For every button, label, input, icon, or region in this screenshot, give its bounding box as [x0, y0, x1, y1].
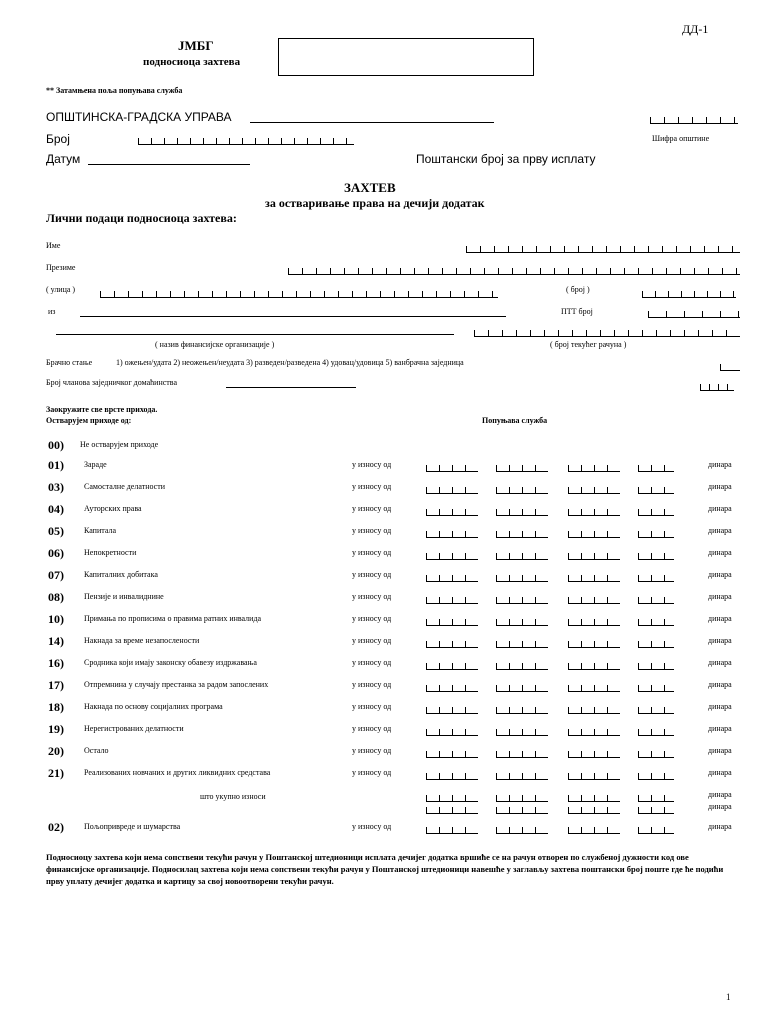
amount-boxes[interactable]: [496, 729, 548, 736]
currency-label: динара: [708, 724, 732, 733]
marital-label: Брачно стање: [46, 358, 93, 367]
income-code[interactable]: 21): [48, 766, 64, 780]
personal-heading: Лични подаци подносиоца захтева:: [46, 211, 237, 225]
amount-label: у износу од: [352, 680, 392, 689]
household-field[interactable]: [226, 387, 356, 388]
amount-label: у износу од: [352, 822, 392, 831]
income-code[interactable]: 06): [48, 546, 64, 560]
amount-label: у износу од: [352, 460, 392, 469]
income-label: Ауторских права: [84, 504, 142, 513]
city-field[interactable]: [80, 316, 506, 317]
bank-field[interactable]: [56, 334, 454, 335]
total-label: што укупно износи: [200, 792, 266, 801]
form-code: ДД-1: [682, 22, 709, 36]
amount-boxes[interactable]: [426, 553, 478, 560]
amount-boxes[interactable]: [426, 663, 478, 670]
amount-boxes[interactable]: [568, 553, 620, 560]
household-boxes[interactable]: [700, 384, 734, 391]
footer-note: Подносиоцу захтева који нема сопствени текући рачун у Поштанској штедионици исплата дечијег додатка вршиће се на рачун отворен по службеној дужности код ове финансијске организације. Подносилац захтева који нема сопствени текући рачун у Поштанској штедионици навешће у заглављу захтева поштански број поште где ће подићи прву уплату дечијег додатка и картицу за свој новоотворени текући рачун.: [46, 852, 724, 886]
surname-label: Презиме: [46, 263, 76, 272]
household-label: Број чланова заједничког домаћинства: [46, 378, 177, 387]
currency-label: динара: [708, 746, 732, 755]
amount-boxes[interactable]: [568, 729, 620, 736]
income-label: Сродника који имају законску обавезу издржавања: [84, 658, 257, 667]
currency-label: динара: [708, 570, 732, 579]
income-label: Реализованих новчаних и других ликвидних средстава: [84, 768, 271, 777]
amount-boxes[interactable]: [496, 531, 548, 538]
amount-label: у износу од: [352, 702, 392, 711]
total-boxes[interactable]: [496, 795, 548, 802]
total-boxes[interactable]: [638, 807, 674, 814]
amount-boxes[interactable]: [426, 465, 478, 472]
amount-label: у износу од: [352, 768, 392, 777]
ptt-boxes[interactable]: [648, 311, 740, 318]
amount-boxes[interactable]: [568, 751, 620, 758]
amount-boxes[interactable]: [638, 597, 674, 604]
currency-label: динара: [708, 822, 732, 831]
amount-boxes[interactable]: [496, 597, 548, 604]
amount-boxes[interactable]: [638, 487, 674, 494]
amount-boxes[interactable]: [426, 509, 478, 516]
amount-boxes[interactable]: [638, 509, 674, 516]
income-code[interactable]: 16): [48, 656, 64, 670]
amount-boxes[interactable]: [496, 641, 548, 648]
house-no-boxes[interactable]: [642, 291, 736, 298]
amount-boxes[interactable]: [426, 707, 478, 714]
currency-label: динара: [708, 802, 732, 811]
amount-boxes[interactable]: [426, 531, 478, 538]
name-label: Име: [46, 241, 61, 250]
income-label: Капиталних добитака: [84, 570, 158, 579]
from-label: из: [48, 307, 56, 316]
amount-boxes[interactable]: [568, 465, 620, 472]
number-label: Број: [46, 132, 70, 146]
income-heading-1: Заокружите све врсте прихода.: [46, 405, 158, 414]
amount-boxes[interactable]: [568, 707, 620, 714]
amount-boxes[interactable]: [496, 553, 548, 560]
amount-boxes[interactable]: [496, 685, 548, 692]
income-label: Накнада за време незапослености: [84, 636, 200, 645]
amount-boxes[interactable]: [426, 575, 478, 582]
currency-label: динара: [708, 790, 732, 799]
income-code[interactable]: 18): [48, 700, 64, 714]
shaded-note: ** Затамњена поља попуњава служба: [46, 86, 183, 95]
house-no-label: ( број ): [566, 285, 590, 294]
ptt-label: ПТТ број: [561, 307, 593, 316]
total-boxes[interactable]: [426, 807, 478, 814]
amount-label: у износу од: [352, 526, 392, 535]
amount-boxes[interactable]: [496, 487, 548, 494]
account-label: ( број текућег рачуна ): [550, 340, 627, 349]
amount-label: у износу од: [352, 482, 392, 491]
income-label: Остало: [84, 746, 109, 755]
amount-boxes[interactable]: [496, 619, 548, 626]
amount-boxes[interactable]: [426, 641, 478, 648]
currency-label: динара: [708, 592, 732, 601]
amount-boxes[interactable]: [638, 575, 674, 582]
amount-boxes[interactable]: [496, 465, 548, 472]
income-label: Отпремнина у случају престанка за радом запослених: [84, 680, 269, 689]
jmbg-label: ЈМБГ: [178, 38, 214, 53]
amount-label: у износу од: [352, 658, 392, 667]
income-code[interactable]: 20): [48, 744, 64, 758]
amount-boxes[interactable]: [638, 531, 674, 538]
amount-boxes[interactable]: [638, 685, 674, 692]
amount-boxes[interactable]: [638, 751, 674, 758]
amount-label: у износу од: [352, 614, 392, 623]
account-boxes[interactable]: [474, 330, 740, 337]
currency-label: динара: [708, 636, 732, 645]
income-label: Самосталне делатности: [84, 482, 165, 491]
name-boxes[interactable]: [466, 246, 740, 253]
income-code[interactable]: 08): [48, 590, 64, 604]
amount-boxes[interactable]: [568, 663, 620, 670]
marital-box[interactable]: [720, 364, 740, 371]
amount-label: у износу од: [352, 746, 392, 755]
amount-boxes[interactable]: [426, 685, 478, 692]
amount-boxes[interactable]: [638, 663, 674, 670]
income-label: Пензије и инвалиднине: [84, 592, 164, 601]
income-code[interactable]: 14): [48, 634, 64, 648]
amount-boxes[interactable]: [638, 827, 674, 834]
amount-boxes[interactable]: [496, 773, 548, 780]
jmbg-input[interactable]: [278, 38, 534, 76]
amount-boxes[interactable]: [568, 575, 620, 582]
currency-label: динара: [708, 548, 732, 557]
street-boxes[interactable]: [100, 291, 498, 298]
postal-label: Поштански број за прву исплату: [416, 152, 596, 166]
form-subtitle: за остваривање права на дечији додатак: [265, 196, 485, 210]
total-boxes[interactable]: [426, 795, 478, 802]
amount-boxes[interactable]: [638, 773, 674, 780]
amount-boxes[interactable]: [638, 729, 674, 736]
street-label: ( улица ): [46, 285, 76, 294]
amount-boxes[interactable]: [638, 641, 674, 648]
currency-label: динара: [708, 768, 732, 777]
amount-boxes[interactable]: [496, 707, 548, 714]
date-label: Датум: [46, 152, 81, 166]
income-code[interactable]: 05): [48, 524, 64, 538]
amount-boxes[interactable]: [568, 509, 620, 516]
total-boxes[interactable]: [496, 807, 548, 814]
amount-boxes[interactable]: [426, 751, 478, 758]
amount-boxes[interactable]: [638, 465, 674, 472]
jmbg-sublabel: подносиоца захтева: [143, 56, 241, 68]
amount-boxes[interactable]: [568, 827, 620, 834]
income-code[interactable]: 01): [48, 458, 64, 472]
amount-boxes[interactable]: [426, 773, 478, 780]
currency-label: динара: [708, 702, 732, 711]
number-boxes[interactable]: [138, 138, 354, 145]
amount-boxes[interactable]: [568, 685, 620, 692]
income-label: Пољопривреде и шумарства: [84, 822, 181, 831]
currency-label: динара: [708, 526, 732, 535]
income-code[interactable]: 02): [48, 820, 64, 834]
income-heading-2: Остварујем приходе од:: [46, 416, 132, 425]
date-field[interactable]: [88, 164, 250, 165]
currency-label: динара: [708, 504, 732, 513]
currency-label: динара: [708, 614, 732, 623]
amount-boxes[interactable]: [496, 751, 548, 758]
income-code[interactable]: 17): [48, 678, 64, 692]
income-code[interactable]: 00): [48, 438, 64, 452]
amount-boxes[interactable]: [568, 597, 620, 604]
amount-label: у износу од: [352, 504, 392, 513]
total-boxes[interactable]: [568, 807, 620, 814]
bank-label: ( назив финансијске организације ): [155, 340, 275, 349]
income-label: Примања по прописима о правима ратних инвалида: [84, 614, 262, 623]
income-code[interactable]: 07): [48, 568, 64, 582]
amount-boxes[interactable]: [568, 641, 620, 648]
amount-boxes[interactable]: [426, 487, 478, 494]
amount-boxes[interactable]: [568, 487, 620, 494]
amount-boxes[interactable]: [496, 575, 548, 582]
income-label: Непокретности: [84, 548, 137, 557]
amount-label: у износу од: [352, 724, 392, 733]
office-label: ОПШТИНСКА-ГРАДСКА УПРАВА: [46, 110, 232, 124]
currency-label: динара: [708, 482, 732, 491]
amount-label: у износу од: [352, 592, 392, 601]
currency-label: динара: [708, 460, 732, 469]
currency-label: динара: [708, 680, 732, 689]
income-label: Накнада по основу социјалних програма: [84, 702, 223, 711]
income-label: Капитала: [84, 526, 116, 535]
amount-label: у износу од: [352, 636, 392, 645]
page-number: 1: [726, 992, 731, 1002]
amount-boxes[interactable]: [426, 729, 478, 736]
surname-boxes[interactable]: [288, 268, 740, 275]
income-label: Не остварујем приходе: [80, 440, 159, 449]
income-label: Нерегистрованих делатности: [84, 724, 184, 733]
amount-label: у износу од: [352, 570, 392, 579]
municipality-code-boxes[interactable]: [650, 117, 738, 124]
amount-boxes[interactable]: [496, 663, 548, 670]
total-boxes[interactable]: [568, 795, 620, 802]
income-code[interactable]: 03): [48, 480, 64, 494]
amount-boxes[interactable]: [568, 531, 620, 538]
marital-options[interactable]: 1) ожењен/удата 2) неожењен/неудата 3) разведен/разведена 4) удовац/удовица 5) ванбрачна заједница: [116, 358, 464, 367]
amount-boxes[interactable]: [638, 707, 674, 714]
amount-boxes[interactable]: [426, 597, 478, 604]
income-code[interactable]: 10): [48, 612, 64, 626]
amount-boxes[interactable]: [638, 553, 674, 560]
municipality-code-label: Шифра општине: [652, 134, 710, 143]
amount-boxes[interactable]: [496, 509, 548, 516]
amount-boxes[interactable]: [496, 827, 548, 834]
amount-boxes[interactable]: [638, 619, 674, 626]
income-code[interactable]: 19): [48, 722, 64, 736]
amount-boxes[interactable]: [568, 773, 620, 780]
form-title: ЗАХТЕВ: [344, 180, 396, 195]
income-code[interactable]: 04): [48, 502, 64, 516]
amount-boxes[interactable]: [568, 619, 620, 626]
amount-boxes[interactable]: [426, 619, 478, 626]
office-field[interactable]: [250, 122, 494, 123]
income-label: Зараде: [84, 460, 107, 469]
currency-label: динара: [708, 658, 732, 667]
total-boxes[interactable]: [638, 795, 674, 802]
amount-boxes[interactable]: [426, 827, 478, 834]
service-fills-label: Попуњава служба: [482, 416, 548, 425]
amount-label: у износу од: [352, 548, 392, 557]
